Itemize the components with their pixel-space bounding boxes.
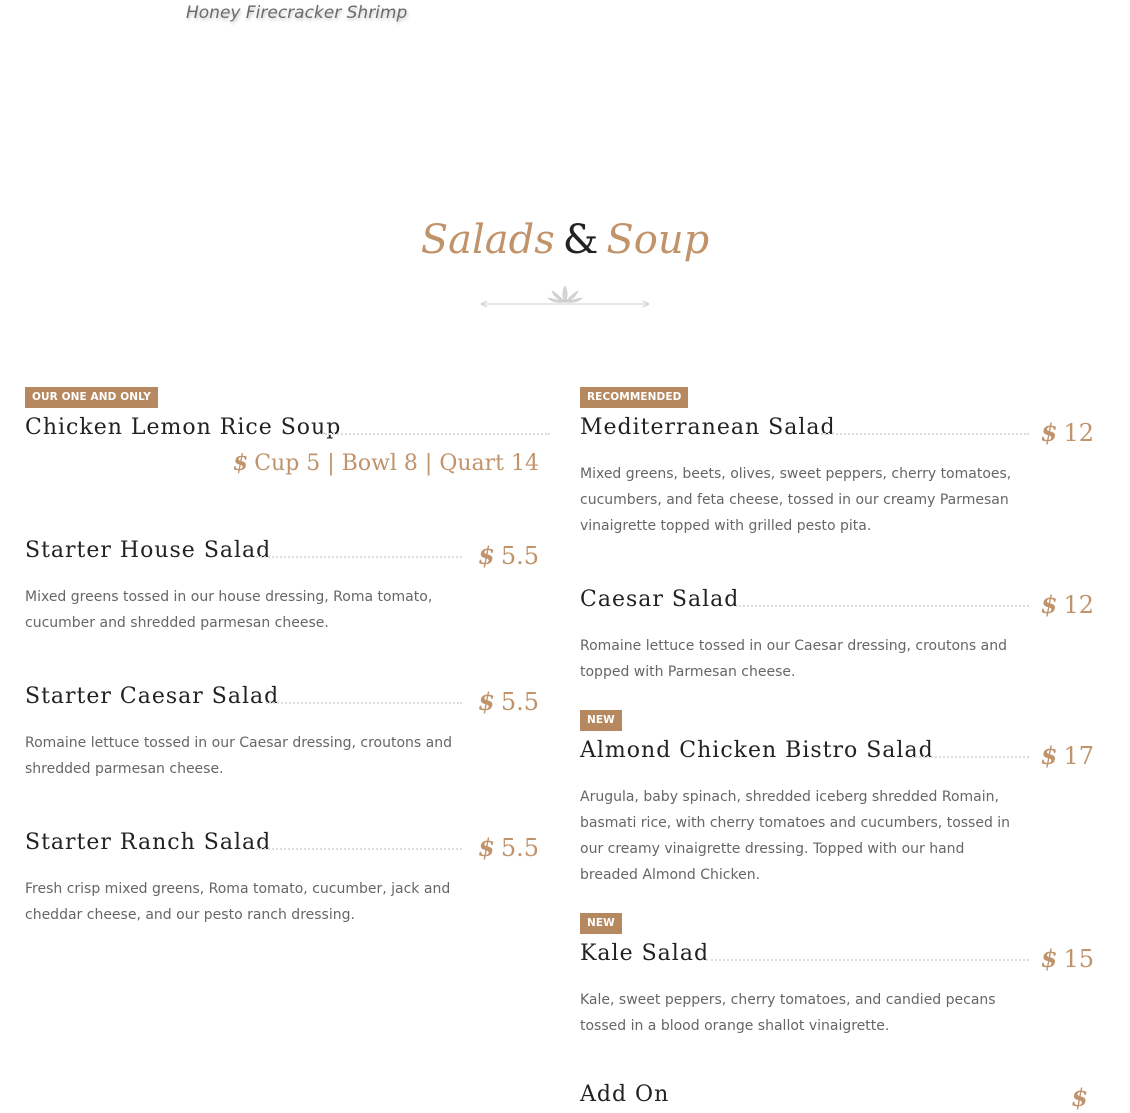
menu-item-description: Romaine lettuce tossed in our Caesar dressing, croutons and shredded parmesan cheese. xyxy=(25,735,452,777)
menu-item-description: Kale, sweet peppers, cherry tomatoes, and candied pecans tossed in a blood orange shallot vinaigrette. xyxy=(580,992,996,1034)
menu-item-price xyxy=(1041,590,1094,620)
menu-item-price xyxy=(478,687,539,717)
section-title xyxy=(0,212,1130,268)
leader-dots xyxy=(706,959,1029,961)
menu-item-price-cutoff xyxy=(1071,1083,1094,1113)
menu-item-price xyxy=(233,448,539,479)
price-value: Cup 5 | Bowl 8 | Quart 14 xyxy=(254,451,539,476)
price-value: 5.5 xyxy=(500,688,539,716)
currency-symbol: $ xyxy=(478,687,495,716)
menu-item-name: Starter Ranch Salad xyxy=(25,830,272,855)
menu-item-name: Starter House Salad xyxy=(25,538,272,563)
currency-symbol: $ xyxy=(232,450,249,476)
badge-recommended: RECOMMENDED xyxy=(580,387,688,408)
menu-item-description: Mixed greens tossed in our house dressing, Roma tomato, cucumber and shredded parmesan cheese. xyxy=(25,589,433,631)
leader-dots xyxy=(736,605,1029,607)
currency-symbol: $ xyxy=(1040,590,1058,619)
currency-symbol: $ xyxy=(1040,944,1058,973)
currency-symbol: $ xyxy=(1071,1083,1088,1112)
leader-dots xyxy=(256,848,462,850)
leader-dots xyxy=(322,433,550,435)
menu-item-description: Romaine lettuce tossed in our Caesar dressing, croutons and topped with Parmesan cheese. xyxy=(580,638,1007,680)
leader-dots xyxy=(256,556,462,558)
menu-item-name: Starter Caesar Salad xyxy=(25,684,280,709)
badge-our-one-and-only: OUR ONE AND ONLY xyxy=(25,387,158,408)
menu-item-description: Mixed greens, beets, olives, sweet peppers, cherry tomatoes, cucumbers, and feta cheese, tossed in our creamy Parmesan vinaigrette topped with grilled pesto pita. xyxy=(580,466,1012,534)
menu-item-name: Mediterranean Salad xyxy=(580,415,836,440)
menu-item-price xyxy=(1041,418,1094,448)
menu-item-price xyxy=(478,541,539,571)
menu-item-description: Arugula, baby spinach, shredded iceberg shredded Romain, basmati rice, with cherry tomatoes and cucumbers, tossed in our creamy vinaigrette dressing. Topped with our hand breaded Almond Chicken. xyxy=(580,789,1011,883)
currency-symbol: $ xyxy=(1040,418,1058,447)
badge-new: NEW xyxy=(580,913,622,934)
price-value: 5.5 xyxy=(500,834,539,862)
badge-new: NEW xyxy=(580,710,622,731)
ornament-divider-icon xyxy=(477,282,653,310)
price-value: 15 xyxy=(1063,945,1094,973)
section-title-part1: Salads xyxy=(420,217,555,263)
menu-item-name: Chicken Lemon Rice Soup xyxy=(25,415,342,440)
price-value: 5.5 xyxy=(500,542,539,570)
price-value: 17 xyxy=(1063,742,1094,770)
menu-item-name: Kale Salad xyxy=(580,941,710,966)
previous-item-caption: Honey Firecracker Shrimp xyxy=(186,3,408,23)
currency-symbol: $ xyxy=(478,833,495,862)
price-value: 12 xyxy=(1063,419,1094,447)
section-title-part2: Soup xyxy=(606,217,710,263)
currency-symbol: $ xyxy=(478,541,495,570)
price-value: 12 xyxy=(1063,591,1094,619)
menu-item-name: Caesar Salad xyxy=(580,587,740,612)
menu-item-price xyxy=(478,833,539,863)
section-title-ampersand: & xyxy=(562,217,599,263)
menu-item-description: Fresh crisp mixed greens, Roma tomato, cucumber, jack and cheddar cheese, and our pesto ranch dressing. xyxy=(25,881,451,923)
menu-item-price xyxy=(1041,944,1094,974)
leader-dots xyxy=(266,702,462,704)
menu-item-price xyxy=(1041,741,1094,771)
currency-symbol: $ xyxy=(1040,741,1058,770)
menu-item-name: Almond Chicken Bistro Salad xyxy=(580,738,934,763)
leader-dots xyxy=(912,756,1029,758)
leader-dots xyxy=(821,433,1029,435)
menu-item-name: Add On xyxy=(580,1082,670,1107)
